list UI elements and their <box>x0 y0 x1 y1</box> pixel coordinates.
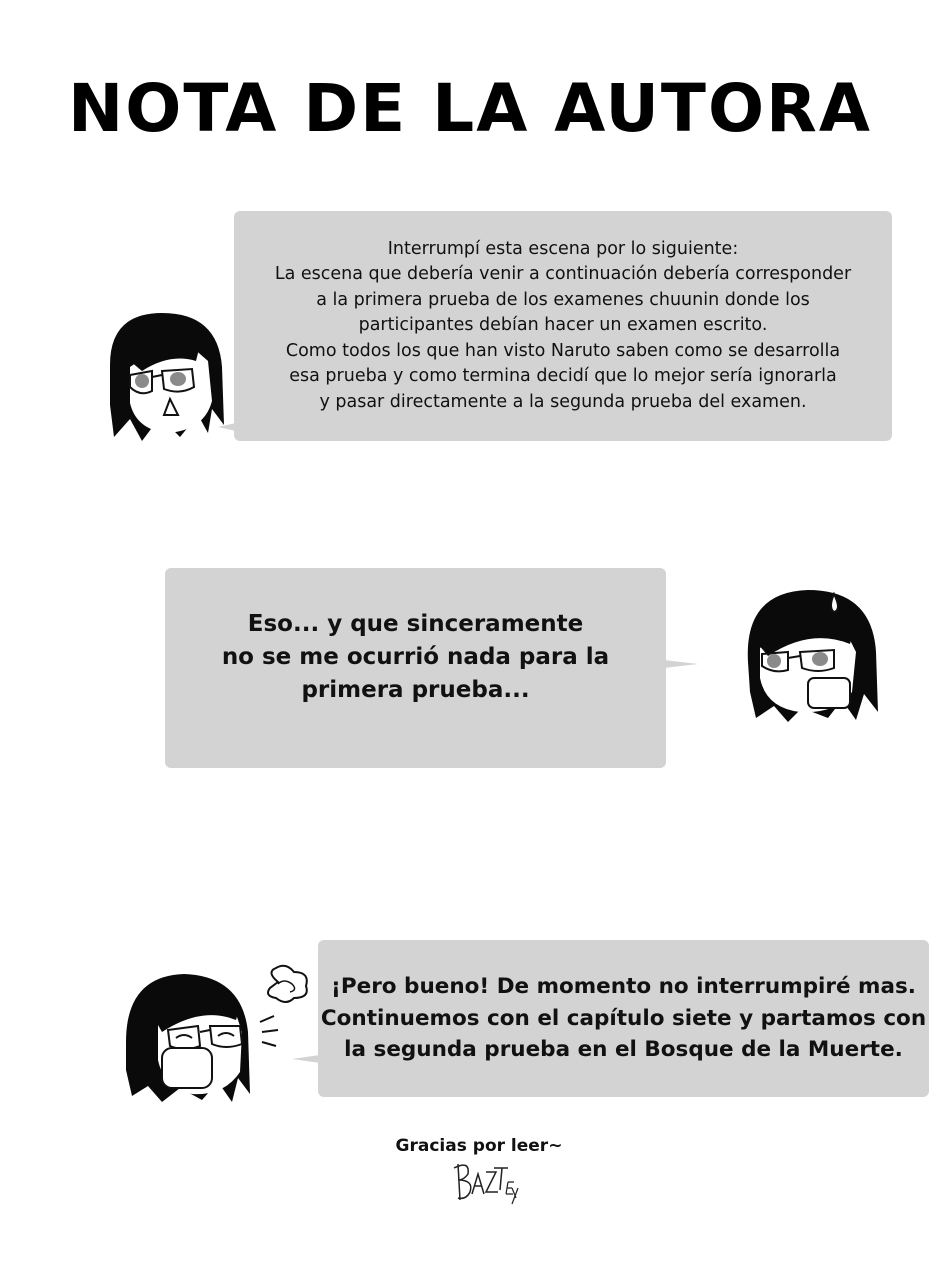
bubble-line: La escena que debería venir a continuación debería corresponder <box>274 264 852 285</box>
speech-bubble-explanation <box>234 211 892 441</box>
author-avatar-sweat-icon <box>738 582 888 732</box>
bubble-line: no se me ocurrió nada para la <box>221 643 610 670</box>
page-title: NOTA DE LA AUTORA <box>68 70 872 147</box>
author-avatar-surprised-icon <box>100 305 240 445</box>
bubble-line: la segunda prueba en el Bosque de la Muerte. <box>344 1037 903 1063</box>
bubble-line: y pasar directamente a la segunda prueba del examen. <box>319 391 807 412</box>
bubble-line: esa prueba y como termina decidí que lo mejor sería ignorarla <box>289 366 837 387</box>
thanks-note: Gracias por leer~ <box>395 1136 563 1156</box>
speech-bubble-continue <box>318 940 929 1097</box>
bubble-line: a la primera prueba de los examenes chuunin donde los <box>316 289 810 310</box>
bubble-line: Interrumpí esta escena por lo siguiente: <box>387 238 739 259</box>
bubble-text <box>321 971 926 1066</box>
bubble-text <box>222 608 609 707</box>
signature-icon <box>450 1158 520 1206</box>
bubble-tail <box>664 660 698 668</box>
speech-bubble-confession <box>165 568 666 768</box>
bubble-line: ¡Pero bueno! De momento no interrumpiré mas. <box>331 974 916 1000</box>
bubble-line: Como todos los que han visto Naruto saben como se desarrolla <box>285 340 841 361</box>
bubble-line: Eso... y que sinceramente <box>247 610 584 637</box>
bubble-line: primera prueba... <box>301 676 530 703</box>
author-avatar-huff-icon <box>118 962 318 1107</box>
bubble-line: Continuemos con el capítulo siete y partamos con <box>320 1005 927 1031</box>
bubble-line: participantes debían hacer un examen escrito. <box>358 315 768 336</box>
bubble-text <box>275 237 851 416</box>
